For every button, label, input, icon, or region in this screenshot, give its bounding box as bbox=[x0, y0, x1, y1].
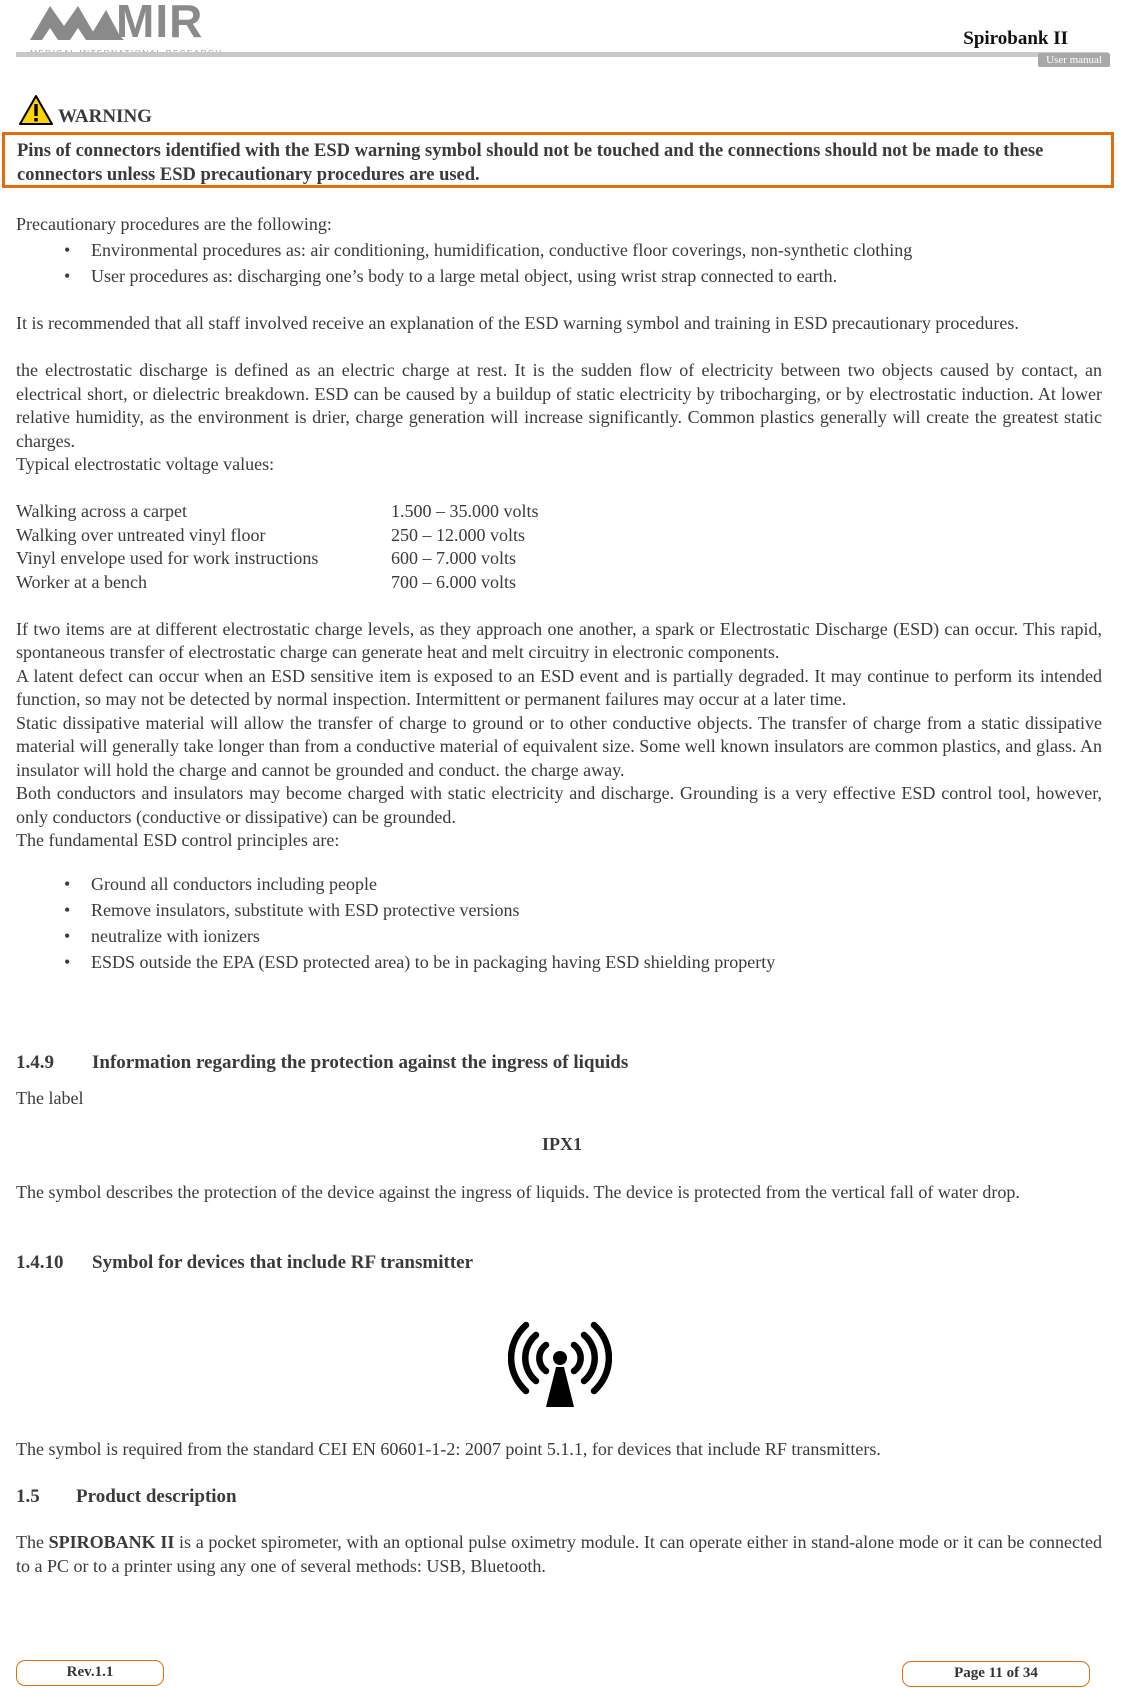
voltage-table bbox=[16, 500, 539, 594]
precautions-list bbox=[16, 237, 1102, 289]
section-heading-1-4-10 bbox=[16, 1252, 473, 1274]
section-title: Symbol for devices that include RF transmitter bbox=[92, 1252, 474, 1273]
precautions-intro: Precautionary procedures are the following: bbox=[16, 214, 332, 234]
activity-cell: Worker at a bench bbox=[16, 571, 147, 592]
list-item: • Environmental procedures as: air conditioning, humidification, conductive floor coverings, non-synthetic clothing bbox=[16, 237, 1102, 263]
list-item: • Remove insulators, substitute with ESD protective versions bbox=[16, 897, 1102, 923]
revision-badge: Rev.1.1 bbox=[16, 1660, 164, 1686]
esd-paragraph: Static dissipative material will allow the transfer of charge to ground or to other conductive objects. The transfer of charge from a static dissipative material will generally take longer than from a conductive material of equivalent size. Some well known insulators are common plastics, and glass. An insulator will hold the charge and cannot be grounded and conduct. the charge away. bbox=[16, 712, 1102, 780]
list-item: • Ground all conductors including people bbox=[16, 871, 1102, 897]
section-title: Information regarding the protection against the ingress of liquids bbox=[92, 1052, 629, 1073]
product-title: Spirobank II bbox=[963, 28, 1068, 49]
section-number: 1.4.9 bbox=[16, 1052, 54, 1073]
header-divider bbox=[16, 52, 1108, 57]
warning-title: WARNING bbox=[58, 106, 152, 127]
label-intro: The label bbox=[16, 1088, 84, 1108]
warning-box bbox=[2, 132, 1114, 188]
ipx1-code: IPX1 bbox=[542, 1134, 582, 1154]
list-item: • neutralize with ionizers bbox=[16, 923, 1102, 949]
activity-cell: Walking over untreated vinyl floor bbox=[16, 524, 266, 545]
principles-list bbox=[16, 871, 1102, 975]
rf-description: The symbol is required from the standard CEI EN 60601-1-2: 2007 point 5.1.1, for devices that include RF transmitters. bbox=[16, 1439, 881, 1459]
table-row bbox=[16, 547, 539, 571]
product-description bbox=[16, 1531, 1102, 1578]
rf-transmitter-icon bbox=[508, 1315, 612, 1407]
section-number: 1.4.10 bbox=[16, 1252, 64, 1273]
warning-triangle-icon bbox=[18, 94, 54, 126]
section-number: 1.5 bbox=[16, 1486, 40, 1507]
recommend-paragraph: It is recommended that all staff involved receive an explanation of the ESD warning symbol and training in ESD precautionary procedures. bbox=[16, 313, 1019, 333]
user-manual-badge: User manual bbox=[1038, 53, 1110, 67]
activity-cell: Vinyl envelope used for work instructions bbox=[16, 548, 319, 568]
esd-paragraph: A latent defect can occur when an ESD sensitive item is exposed to an ESD event and is partially degraded. It may continue to perform its intended function, so may not be detected by normal inspection. Intermittent or permanent failures may occur at a later time. bbox=[16, 665, 1102, 709]
esd-paragraph: If two items are at different electrostatic charge levels, as they approach one another, a spark or Electrostatic Discharge (ESD) can occur. This rapid, spontaneous transfer of electrostatic charge can generate heat and melt circuitry in electronic components. bbox=[16, 618, 1102, 662]
list-item: • ESDS outside the EPA (ESD protected area) to be in packaging having ESD shielding property bbox=[16, 949, 1102, 975]
page-number: Page 11 of 34 bbox=[902, 1661, 1090, 1687]
definition-paragraph: the electrostatic discharge is defined as an electric charge at rest. It is the sudden flow of electricity between two objects caused by contact, an electrical short, or dielectric breakdown. ESD can be caused by a buildup of static electricity by tribocharging, or by electrostatic induction. At lower relative humidity, as the environment is drier, charge generation will increase significantly. Common plastics generally will create the greatest static charges. bbox=[16, 360, 1102, 451]
text-fragment: is a pocket spirometer, with an optional pulse oximetry module. It can operate either in stand-alone mode or it can be connected to a PC or to a printer using any one of several methods: USB, Bluetooth. bbox=[16, 1532, 1103, 1576]
value-cell: 1.500 – 35.000 volts bbox=[391, 501, 539, 521]
product-name: SPIROBANK II bbox=[48, 1532, 175, 1552]
warning-heading bbox=[18, 92, 152, 128]
list-item: • User procedures as: discharging one’s body to a large metal object, using wrist strap connected to earth. bbox=[16, 263, 1102, 289]
typical-label: Typical electrostatic voltage values: bbox=[16, 454, 275, 474]
section-heading-1-5 bbox=[16, 1486, 237, 1508]
esd-paragraph: Both conductors and insulators may become charged with static electricity and discharge. Grounding is a very effective ESD control tool, however, only conductors (conductive or dissipative) can be grounded. bbox=[16, 783, 1102, 827]
value-cell: 700 – 6.000 volts bbox=[391, 571, 517, 592]
section-title: Product description bbox=[76, 1486, 237, 1507]
value-cell: 600 – 7.000 volts bbox=[391, 548, 517, 568]
table-row bbox=[16, 524, 539, 548]
activity-cell: Walking across a carpet bbox=[16, 501, 187, 521]
text-fragment: The bbox=[16, 1532, 49, 1552]
table-row bbox=[16, 500, 539, 524]
table-row bbox=[16, 571, 539, 595]
warning-text: Pins of connectors identified with the ESD warning symbol should not be touched and the connections should not be made to these connectors unless ESD precautionary procedures are used. bbox=[17, 141, 1044, 185]
section-heading-1-4-9 bbox=[16, 1052, 628, 1074]
logo-wordmark: MIR bbox=[116, 0, 204, 47]
ipx1-description: The symbol describes the protection of the device against the ingress of liquids. The device is protected from the vertical fall of water drop. bbox=[16, 1182, 1020, 1202]
value-cell: 250 – 12.000 volts bbox=[391, 524, 526, 545]
mir-logo bbox=[28, 0, 238, 56]
esd-paragraph: The fundamental ESD control principles are: bbox=[16, 830, 340, 850]
body-block-1 bbox=[16, 213, 1102, 975]
